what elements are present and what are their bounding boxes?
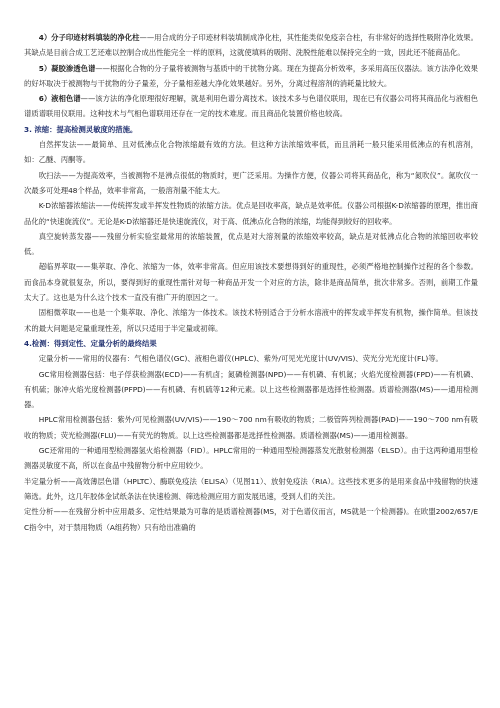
- section-heading-concentration: 3. 浓缩：提高检测灵敏度的措施。: [24, 124, 138, 134]
- paragraph-heading: 6）液相色谱: [38, 94, 81, 104]
- paragraph-purge-method: 吹扫法——为提高效率，当被测物不是沸点很低的物质时，更广泛采用。为操作方便，仪器公司将其商品化，称为“氮吹仪”。氮吹仪一次最多可处理48个样品，效率非常高，一般溶剂量不能太大。: [24, 170, 478, 195]
- paragraph-text: ——该方法的净化原理很好理解，就是利用色谱分离技术。该技术多与色谱仪联用，现在已有仪器公司将其商品化与液相色谱质谱联用仪联用。这种技术与气相色谱联用还存在一定的技术难度。而且商品化装置价格也较高。: [24, 94, 478, 119]
- paragraph-heading: 5）凝胶渗透色谱: [38, 63, 96, 73]
- paragraph-universal-detectors: GC还常用的一种通用型检测器氢火焰检测器（FID）。HPLC常用的一种通用型检测器蒸发光散射检测器（ELSD）。由于这两种通用型检测器灵敏度不高，所以在食品中残留物分析中应用较少。: [24, 446, 478, 471]
- paragraph-liquid-chromatography: [24, 91, 478, 122]
- paragraph-gel-permeation: [24, 61, 478, 92]
- paragraph-supercritical-extraction: 超临界萃取——集萃取、净化、浓缩为一体，效率非常高。但应用该技术要想得到好的重现性，必须严格地控制操作过程的各个参数。而食品本身就很复杂，所以，要得到好的重现性需针对每一种商品开发一个对应的方法，除非是商品简单，批次非常多。否则，前期工作量太大了。这也是为什么这个技术一直没有推广开的原因之一。: [24, 262, 478, 303]
- paragraph-gc-detectors: GC常用检测器包括：电子俘获检测器(ECD)——有机卤；氮磷检测器(NPD)——有机磷、有机氮；火焰光度检测器(FPD)——有机磷、有机硫；脉冲火焰光度检测器(PFPD)——有机磷、有机硫等12种元素。以上这些检测器都是选择性检测器。质谱检测器(MS)——通用检测器。: [24, 369, 478, 410]
- paragraph-spme: 固相微萃取——也是一个集萃取、净化、浓缩为一体技术。该技术特别适合于分析水溶液中的挥发或半挥发有机物，操作简单。但该技术的最大问题是定量重现性差，所以只适用于半定量或初筛。: [24, 308, 478, 333]
- paragraph-quantitative-analysis: 定量分析——常用的仪器有：气相色谱仪(GC)、液相色谱仪(HPLC)、紫外/可见光光度计(UV/VIS)、荧光分光光度计(FL)等。: [38, 354, 443, 364]
- paragraph-rotary-evaporator: 真空旋转蒸发器——残留分析实验室最常用的浓缩装置，优点是对大溶剂量的浓缩效率较高，缺点是对低沸点化合物的浓缩回收率较低。: [24, 231, 478, 257]
- paragraph-qualitative-analysis: 定性分析——在残留分析中应用最多、定性结果最为可靠的是质谱检测器(MS，对于色谱仪而言，MS就是一个检测器)。在欧盟2002/657/EC指令中，对于禁用物质（A组药物）只有给出准确的: [24, 507, 478, 532]
- paragraph-kd-concentrator: K-D浓缩器浓缩法——传统挥发或半挥发性物质的浓缩方法。优点是回收率高，缺点是效率低。仪器公司根据K-D浓缩器的原理，推出商品化的“快速旋流仪”。无论是K-D浓缩器还是快速旋流仪，对于高、低沸点化合物的浓缩，均能得到较好的回收率。: [24, 201, 478, 226]
- paragraph-natural-evaporation: 自然挥发法——最简单、且对低沸点化合物浓缩最有效的方法。但这种方法浓缩效率低，而且消耗一般只能采用低沸点的有机溶剂，如：乙醚、丙酮等。: [24, 140, 478, 165]
- paragraph-hplc-detectors: HPLC常用检测器包括：紫外/可见检测器(UV/VIS)——190～700 nm有吸收的物质；二极管阵列检测器(PAD)——190～700 nm有吸收的物质；荧光检测器(FLU)——有荧光的物质。以上这些检测器都是选择性检测器。质谱检测器(MS)——通用检测器。: [24, 415, 478, 440]
- section-heading-detection: 4.检测：得到定性、定量分析的最终结果: [24, 338, 157, 348]
- paragraph-semi-quantitative: 半定量分析——高效薄层色谱（HPLTC）、酶联免疫法（ELISA）（见图11）、放射免疫法（RIA）。这些技术更多的是用来食品中残留物的快速筛选。此外，这几年胶体金试纸条法在快速检测、筛选检测应用方面发展迅速，受到人们的关注。: [24, 476, 478, 501]
- paragraph-text: ——根据化合物的分子量将被测物与基质中的干扰物分离。现在为提高分析效率，多采用高压仪器法。该方法净化效果的好坏取决于被测物与干扰物的分子量差，分子量相差越大净化效果越好。另外，分离过程溶剂的消耗量比较大。: [24, 63, 478, 88]
- paragraph-text: ——用合成的分子印迹材料装填制成净化柱，其性能类似免疫亲合柱，有非常好的选择性吸附净化效果。其缺点是目前合成工艺还难以控制合成出性能完全一样的原料，这就使填料的吸附、洗脱性能难以保持完全的一致，因此还不能商品化。: [24, 33, 478, 58]
- paragraph-molecular-imprint: [24, 30, 478, 61]
- paragraph-heading: 4）分子印迹材料填装的净化柱: [38, 33, 140, 42]
